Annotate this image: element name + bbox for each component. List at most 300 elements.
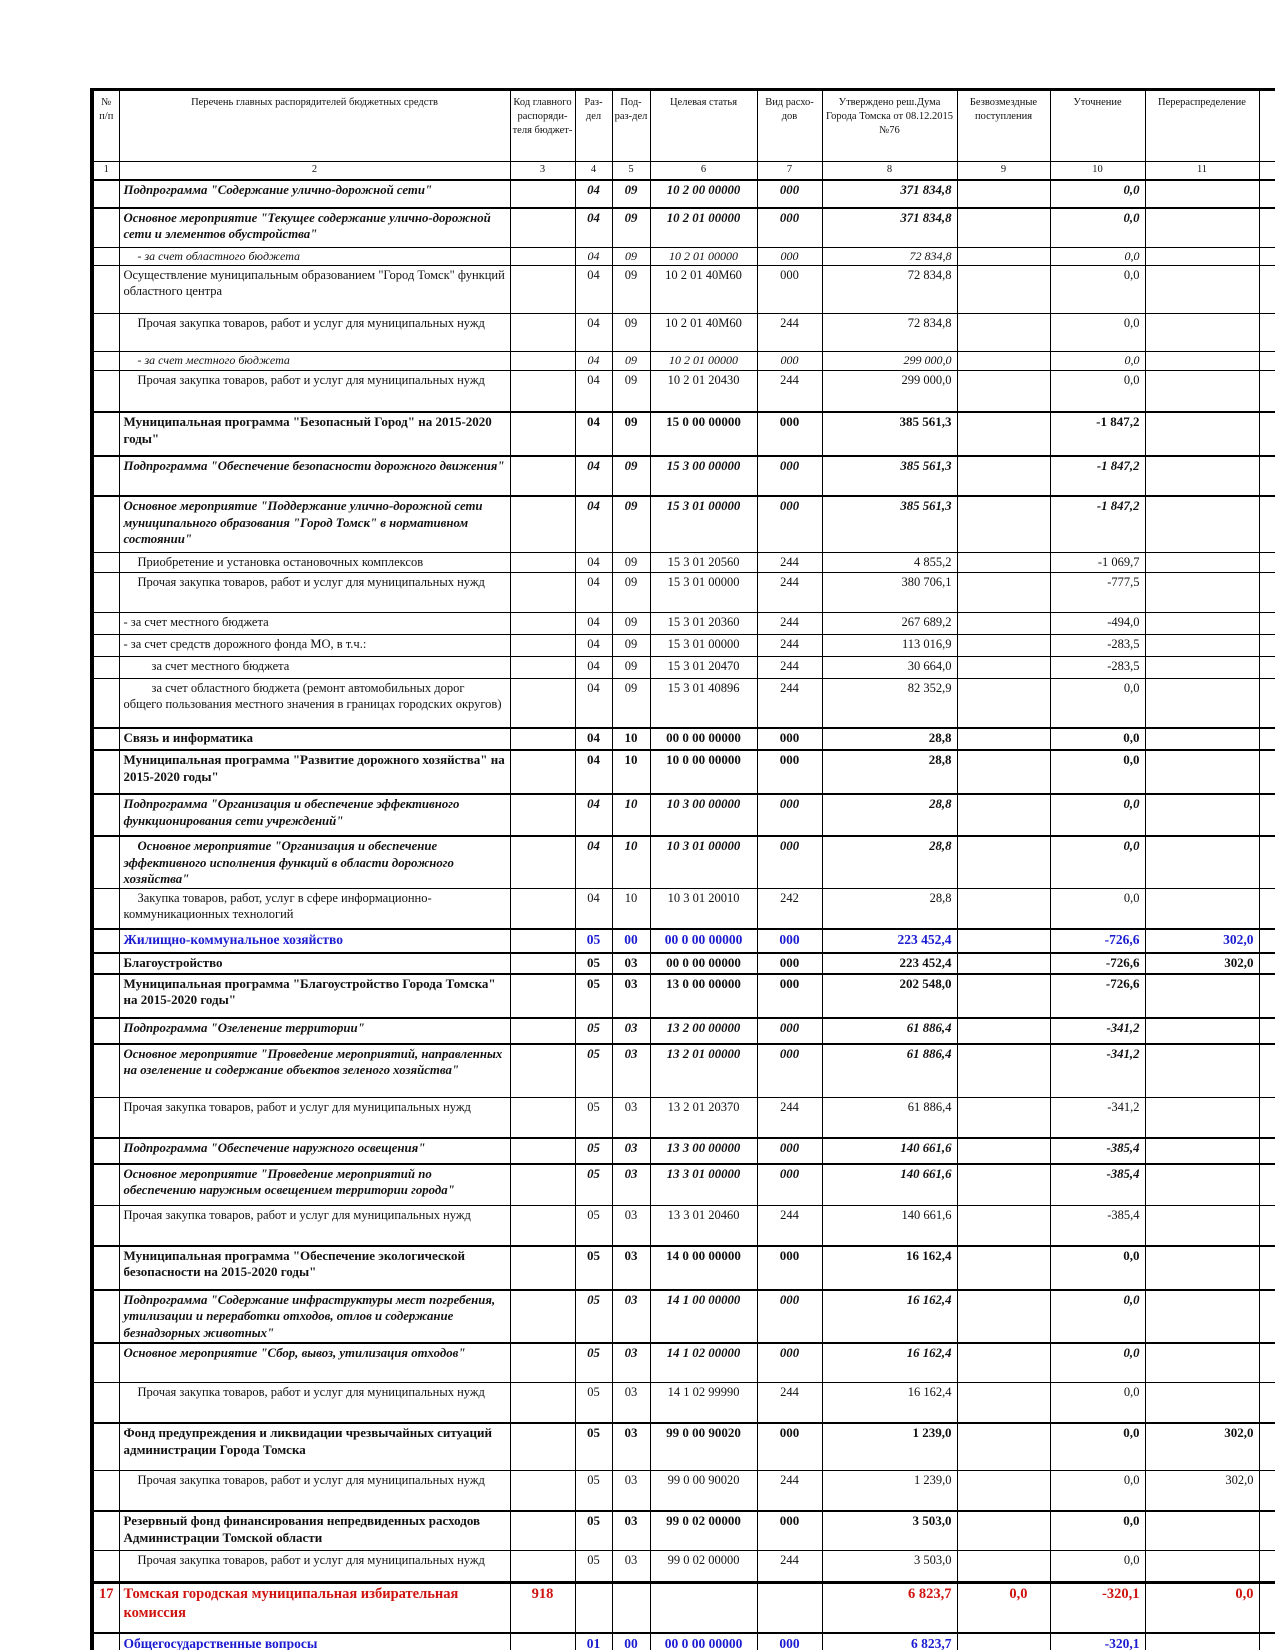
- cell-code: [510, 836, 575, 889]
- cell-rz: 05: [575, 1206, 612, 1246]
- cell-grat: [957, 794, 1050, 836]
- cell-app: 380 706,1: [822, 572, 957, 612]
- cell-grat: [957, 929, 1050, 953]
- cell-vr: 000: [757, 266, 822, 314]
- cell-name: Основное мероприятие "Поддержание улично-дорожной сети муниципального образования "Город Томск" в нормативном состоянии": [119, 496, 510, 552]
- cell-rz: 04: [575, 552, 612, 572]
- cell-csr: 99 0 02 00000: [650, 1511, 757, 1551]
- cell-csr: 13 3 01 00000: [650, 1164, 757, 1206]
- cell-num: [92, 412, 119, 456]
- cell-adj: 0,0: [1050, 1246, 1145, 1290]
- cell-vr: 000: [757, 1511, 822, 1551]
- col-header-expense-type: Вид расхо-дов: [757, 90, 822, 162]
- cell-pr: 03: [612, 1383, 650, 1423]
- cell-cut: [1259, 456, 1275, 496]
- cell-grat: [957, 1383, 1050, 1423]
- cell-csr: 00 0 00 00000: [650, 929, 757, 953]
- cell-name: Муниципальная программа "Безопасный Город" на 2015-2020 годы": [119, 412, 510, 456]
- table-row: [92, 1343, 1275, 1383]
- cell-red: [1145, 634, 1259, 656]
- cell-grat: [957, 248, 1050, 266]
- cell-red: [1145, 1164, 1259, 1206]
- cell-csr: 15 0 00 00000: [650, 412, 757, 456]
- table-row: [92, 656, 1275, 678]
- cell-name: - за счет местного бюджета: [119, 352, 510, 370]
- cell-code: [510, 1164, 575, 1206]
- cell-csr: 13 2 01 20370: [650, 1098, 757, 1138]
- cell-code: [510, 496, 575, 552]
- cell-vr: 000: [757, 496, 822, 552]
- cell-grat: [957, 1044, 1050, 1098]
- table-row: [92, 1098, 1275, 1138]
- cell-red: [1145, 1551, 1259, 1583]
- cell-grat: [957, 1343, 1050, 1383]
- cell-num: [92, 1206, 119, 1246]
- cell-app: 371 834,8: [822, 208, 957, 248]
- col-header-target-article: Целевая статья: [650, 90, 757, 162]
- cell-app: 6 823,7: [822, 1583, 957, 1633]
- colnum: 2: [119, 162, 510, 180]
- cell-name: Основное мероприятие "Организация и обеспечение эффективного исполнения функций в области дорожного хозяйства": [119, 836, 510, 889]
- table-row: [92, 1246, 1275, 1290]
- cell-grat: [957, 953, 1050, 974]
- cell-csr: 15 3 01 20360: [650, 612, 757, 634]
- colnum: 3: [510, 162, 575, 180]
- cell-rz: 05: [575, 1098, 612, 1138]
- cell-rz: 04: [575, 496, 612, 552]
- cell-cut: [1259, 1138, 1275, 1164]
- cell-grat: [957, 352, 1050, 370]
- cell-app: 82 352,9: [822, 678, 957, 728]
- cell-rz: 04: [575, 572, 612, 612]
- cell-name: Прочая закупка товаров, работ и услуг для муниципальных нужд: [119, 1471, 510, 1511]
- cell-pr: 03: [612, 953, 650, 974]
- cell-app: 16 162,4: [822, 1383, 957, 1423]
- cell-vr: 244: [757, 1551, 822, 1583]
- cell-app: 202 548,0: [822, 974, 957, 1018]
- cell-app: 72 834,8: [822, 314, 957, 352]
- cell-red: [1145, 1633, 1259, 1650]
- cell-name: Муниципальная программа "Благоустройство Города Томска" на 2015-2020 годы": [119, 974, 510, 1018]
- cell-cut: [1259, 180, 1275, 208]
- cell-cut: [1259, 266, 1275, 314]
- cell-app: 28,8: [822, 889, 957, 929]
- cell-grat: [957, 1098, 1050, 1138]
- cell-grat: [957, 974, 1050, 1018]
- cell-red: 302,0: [1145, 1423, 1259, 1471]
- table-row: [92, 1018, 1275, 1044]
- cell-num: [92, 1044, 119, 1098]
- cell-rz: 05: [575, 1246, 612, 1290]
- cell-num: [92, 1290, 119, 1343]
- cell-num: [92, 572, 119, 612]
- table-row: [92, 1633, 1275, 1650]
- cell-cut: [1259, 412, 1275, 456]
- cell-csr: [650, 1583, 757, 1633]
- table-row: [92, 456, 1275, 496]
- cell-num: [92, 656, 119, 678]
- cell-csr: 14 1 00 00000: [650, 1290, 757, 1343]
- cell-code: [510, 1246, 575, 1290]
- cell-cut: [1259, 612, 1275, 634]
- cell-vr: 000: [757, 1423, 822, 1471]
- cell-rz: 05: [575, 1138, 612, 1164]
- cell-code: [510, 678, 575, 728]
- cell-csr: 14 1 02 00000: [650, 1343, 757, 1383]
- cell-pr: 09: [612, 370, 650, 412]
- cell-cut: [1259, 1633, 1275, 1650]
- cell-app: 223 452,4: [822, 953, 957, 974]
- cell-code: [510, 1290, 575, 1343]
- table-row: [92, 1583, 1275, 1633]
- cell-grat: [957, 656, 1050, 678]
- table-row: [92, 1383, 1275, 1423]
- col-header-cutoff: [1259, 90, 1275, 162]
- cell-csr: 99 0 00 90020: [650, 1471, 757, 1511]
- cell-cut: [1259, 1423, 1275, 1471]
- cell-pr: 09: [612, 248, 650, 266]
- cell-name: Муниципальная программа "Обеспечение экологической безопасности на 2015-2020 годы": [119, 1246, 510, 1290]
- cell-adj: -1 847,2: [1050, 496, 1145, 552]
- cell-pr: 03: [612, 1343, 650, 1383]
- cell-csr: 10 2 01 00000: [650, 352, 757, 370]
- column-numbers-row: [92, 162, 1275, 180]
- cell-num: [92, 1246, 119, 1290]
- cell-code: [510, 248, 575, 266]
- cell-red: [1145, 750, 1259, 794]
- cell-pr: 03: [612, 1551, 650, 1583]
- cell-vr: [757, 1583, 822, 1633]
- cell-rz: 04: [575, 634, 612, 656]
- cell-vr: 000: [757, 1633, 822, 1650]
- table-row: [92, 1206, 1275, 1246]
- cell-app: 72 834,8: [822, 266, 957, 314]
- cell-adj: -494,0: [1050, 612, 1145, 634]
- cell-name: Фонд предупреждения и ликвидации чрезвычайных ситуаций администрации Города Томска: [119, 1423, 510, 1471]
- table-row: [92, 572, 1275, 612]
- cell-code: [510, 1138, 575, 1164]
- cell-rz: 04: [575, 266, 612, 314]
- cell-code: [510, 1511, 575, 1551]
- cell-grat: [957, 1138, 1050, 1164]
- cell-rz: 04: [575, 180, 612, 208]
- table-row: [92, 1471, 1275, 1511]
- cell-csr: 00 0 00 00000: [650, 728, 757, 750]
- cell-name: за счет местного бюджета: [119, 656, 510, 678]
- cell-adj: 0,0: [1050, 750, 1145, 794]
- cell-app: 61 886,4: [822, 1098, 957, 1138]
- cell-csr: 13 0 00 00000: [650, 974, 757, 1018]
- cell-code: [510, 929, 575, 953]
- cell-cut: [1259, 634, 1275, 656]
- cell-pr: [612, 1583, 650, 1633]
- cell-adj: 0,0: [1050, 180, 1145, 208]
- cell-cut: [1259, 794, 1275, 836]
- cell-adj: 0,0: [1050, 889, 1145, 929]
- cell-code: [510, 750, 575, 794]
- cell-grat: [957, 180, 1050, 208]
- cell-app: 3 503,0: [822, 1511, 957, 1551]
- cell-grat: [957, 456, 1050, 496]
- colnum: 11: [1145, 162, 1259, 180]
- table-row: [92, 1423, 1275, 1471]
- cell-num: [92, 552, 119, 572]
- cell-app: 16 162,4: [822, 1246, 957, 1290]
- cell-cut: [1259, 1246, 1275, 1290]
- cell-name: Прочая закупка товаров, работ и услуг для муниципальных нужд: [119, 1551, 510, 1583]
- cell-grat: [957, 1246, 1050, 1290]
- cell-name: Подпрограмма "Обеспечение наружного освещения": [119, 1138, 510, 1164]
- cell-grat: [957, 612, 1050, 634]
- cell-num: [92, 1098, 119, 1138]
- cell-cut: [1259, 496, 1275, 552]
- cell-pr: 03: [612, 1044, 650, 1098]
- cell-rz: [575, 1583, 612, 1633]
- cell-cut: [1259, 1583, 1275, 1633]
- cell-code: [510, 953, 575, 974]
- cell-vr: 244: [757, 1098, 822, 1138]
- cell-vr: 000: [757, 352, 822, 370]
- cell-red: [1145, 1383, 1259, 1423]
- cell-adj: 0,0: [1050, 352, 1145, 370]
- cell-app: 28,8: [822, 836, 957, 889]
- table-row: [92, 889, 1275, 929]
- cell-code: 918: [510, 1583, 575, 1633]
- cell-pr: 09: [612, 352, 650, 370]
- cell-rz: 04: [575, 412, 612, 456]
- col-header-code: Код главного распоряди-теля бюджет-: [510, 90, 575, 162]
- cell-red: [1145, 456, 1259, 496]
- col-header-gratuitous: Безвозмездные поступления: [957, 90, 1050, 162]
- cell-adj: -726,6: [1050, 953, 1145, 974]
- cell-csr: 13 2 01 00000: [650, 1044, 757, 1098]
- cell-name: Прочая закупка товаров, работ и услуг для муниципальных нужд: [119, 1206, 510, 1246]
- cell-pr: 09: [612, 496, 650, 552]
- cell-red: [1145, 370, 1259, 412]
- cell-csr: 14 1 02 99990: [650, 1383, 757, 1423]
- cell-red: [1145, 248, 1259, 266]
- cell-name: Прочая закупка товаров, работ и услуг для муниципальных нужд: [119, 1383, 510, 1423]
- cell-vr: 000: [757, 1246, 822, 1290]
- col-header-num: № п/п: [92, 90, 119, 162]
- cell-pr: 09: [612, 208, 650, 248]
- cell-pr: 09: [612, 412, 650, 456]
- cell-adj: 0,0: [1050, 1423, 1145, 1471]
- cell-csr: 14 0 00 00000: [650, 1246, 757, 1290]
- table-row: [92, 552, 1275, 572]
- cell-adj: -341,2: [1050, 1098, 1145, 1138]
- cell-rz: 05: [575, 1018, 612, 1044]
- cell-adj: -726,6: [1050, 929, 1145, 953]
- cell-csr: 10 2 01 20430: [650, 370, 757, 412]
- cell-csr: 10 3 01 00000: [650, 836, 757, 889]
- cell-red: [1145, 728, 1259, 750]
- col-header-approved: Утверждено реш.Дума Города Томска от 08.12.2015 №76: [822, 90, 957, 162]
- cell-red: [1145, 794, 1259, 836]
- cell-rz: 05: [575, 929, 612, 953]
- cell-adj: -1 847,2: [1050, 412, 1145, 456]
- table-row: [92, 836, 1275, 889]
- cell-num: [92, 1471, 119, 1511]
- cell-name: Основное мероприятие "Сбор, вывоз, утилизация отходов": [119, 1343, 510, 1383]
- cell-num: [92, 634, 119, 656]
- cell-vr: 244: [757, 572, 822, 612]
- cell-adj: 0,0: [1050, 1511, 1145, 1551]
- cell-vr: 244: [757, 552, 822, 572]
- cell-pr: 10: [612, 889, 650, 929]
- cell-code: [510, 728, 575, 750]
- cell-pr: 03: [612, 1290, 650, 1343]
- cell-pr: 00: [612, 929, 650, 953]
- cell-vr: 244: [757, 634, 822, 656]
- cell-vr: 000: [757, 248, 822, 266]
- table-row: [92, 678, 1275, 728]
- cell-adj: 0,0: [1050, 794, 1145, 836]
- cell-adj: 0,0: [1050, 1343, 1145, 1383]
- cell-red: [1145, 974, 1259, 1018]
- cell-red: [1145, 352, 1259, 370]
- table-row: [92, 974, 1275, 1018]
- cell-red: [1145, 889, 1259, 929]
- cell-vr: 000: [757, 974, 822, 1018]
- cell-pr: 09: [612, 180, 650, 208]
- cell-red: 302,0: [1145, 953, 1259, 974]
- cell-num: [92, 1018, 119, 1044]
- colnum: 7: [757, 162, 822, 180]
- cell-red: [1145, 1290, 1259, 1343]
- cell-vr: 000: [757, 929, 822, 953]
- cell-cut: [1259, 1290, 1275, 1343]
- cell-pr: 09: [612, 612, 650, 634]
- cell-name: Прочая закупка товаров, работ и услуг для муниципальных нужд: [119, 572, 510, 612]
- cell-adj: -385,4: [1050, 1164, 1145, 1206]
- cell-app: 299 000,0: [822, 352, 957, 370]
- cell-code: [510, 314, 575, 352]
- colnum: 5: [612, 162, 650, 180]
- cell-grat: [957, 208, 1050, 248]
- cell-adj: -385,4: [1050, 1138, 1145, 1164]
- cell-csr: 99 0 02 00000: [650, 1551, 757, 1583]
- cell-name: Резервный фонд финансирования непредвиденных расходов Администрации Томской области: [119, 1511, 510, 1551]
- cell-pr: 09: [612, 634, 650, 656]
- cell-num: [92, 974, 119, 1018]
- table-row: [92, 412, 1275, 456]
- cell-grat: [957, 750, 1050, 794]
- cell-num: [92, 1343, 119, 1383]
- cell-num: [92, 456, 119, 496]
- cell-code: [510, 1206, 575, 1246]
- cell-red: 302,0: [1145, 929, 1259, 953]
- cell-vr: 000: [757, 750, 822, 794]
- cell-red: 302,0: [1145, 1471, 1259, 1511]
- cell-vr: 000: [757, 836, 822, 889]
- cell-csr: 10 2 01 00000: [650, 208, 757, 248]
- cell-cut: [1259, 352, 1275, 370]
- cell-app: 223 452,4: [822, 929, 957, 953]
- cell-code: [510, 552, 575, 572]
- cell-csr: 00 0 00 00000: [650, 1633, 757, 1650]
- table-row: [92, 180, 1275, 208]
- cell-pr: 09: [612, 552, 650, 572]
- cell-app: 1 239,0: [822, 1471, 957, 1511]
- cell-csr: 10 2 00 00000: [650, 180, 757, 208]
- table-row: [92, 370, 1275, 412]
- cell-rz: 05: [575, 1290, 612, 1343]
- cell-num: [92, 314, 119, 352]
- cell-name: Подпрограмма "Организация и обеспечение эффективного функционирования сети учреждений": [119, 794, 510, 836]
- cell-adj: 0,0: [1050, 248, 1145, 266]
- cell-cut: [1259, 1164, 1275, 1206]
- cell-vr: 244: [757, 612, 822, 634]
- cell-rz: 05: [575, 1423, 612, 1471]
- cell-rz: 04: [575, 678, 612, 728]
- cell-vr: 000: [757, 1343, 822, 1383]
- cell-name: Основное мероприятие "Проведение мероприятий, направленных на озеленение и содержание объектов зеленого хозяйства": [119, 1044, 510, 1098]
- cell-name: - за счет средств дорожного фонда МО, в т.ч.:: [119, 634, 510, 656]
- cell-rz: 04: [575, 370, 612, 412]
- cell-num: [92, 750, 119, 794]
- cell-vr: 244: [757, 1471, 822, 1511]
- cell-rz: 04: [575, 208, 612, 248]
- cell-cut: [1259, 552, 1275, 572]
- cell-grat: [957, 572, 1050, 612]
- cell-vr: 000: [757, 1290, 822, 1343]
- cell-csr: 15 3 01 00000: [650, 634, 757, 656]
- cell-vr: 000: [757, 953, 822, 974]
- cell-adj: 0,0: [1050, 836, 1145, 889]
- cell-adj: 0,0: [1050, 266, 1145, 314]
- cell-name: Прочая закупка товаров, работ и услуг для муниципальных нужд: [119, 1098, 510, 1138]
- cell-csr: 15 3 01 40896: [650, 678, 757, 728]
- cell-csr: 10 3 00 00000: [650, 794, 757, 836]
- cell-grat: [957, 1164, 1050, 1206]
- table-row: [92, 634, 1275, 656]
- cell-num: [92, 266, 119, 314]
- table-header: [92, 90, 1275, 180]
- cell-adj: 0,0: [1050, 370, 1145, 412]
- cell-rz: 04: [575, 456, 612, 496]
- cell-adj: -320,1: [1050, 1583, 1145, 1633]
- cell-app: 3 503,0: [822, 1551, 957, 1583]
- cell-num: [92, 728, 119, 750]
- cell-pr: 03: [612, 1138, 650, 1164]
- cell-cut: [1259, 889, 1275, 929]
- table-row: [92, 953, 1275, 974]
- cell-num: [92, 208, 119, 248]
- cell-name: Жилищно-коммунальное хозяйство: [119, 929, 510, 953]
- cell-grat: [957, 496, 1050, 552]
- cell-vr: 000: [757, 180, 822, 208]
- cell-code: [510, 612, 575, 634]
- cell-adj: 0,0: [1050, 1551, 1145, 1583]
- cell-grat: [957, 314, 1050, 352]
- cell-pr: 10: [612, 750, 650, 794]
- table-row: [92, 1138, 1275, 1164]
- cell-code: [510, 794, 575, 836]
- table-row: [92, 1290, 1275, 1343]
- cell-name: Подпрограмма "Обеспечение безопасности дорожного движения": [119, 456, 510, 496]
- cell-app: 140 661,6: [822, 1138, 957, 1164]
- cell-num: [92, 929, 119, 953]
- cell-rz: 05: [575, 1343, 612, 1383]
- cell-code: [510, 266, 575, 314]
- cell-cut: [1259, 1098, 1275, 1138]
- cell-vr: 000: [757, 728, 822, 750]
- cell-adj: -777,5: [1050, 572, 1145, 612]
- cell-num: [92, 612, 119, 634]
- cell-num: [92, 496, 119, 552]
- cell-grat: [957, 728, 1050, 750]
